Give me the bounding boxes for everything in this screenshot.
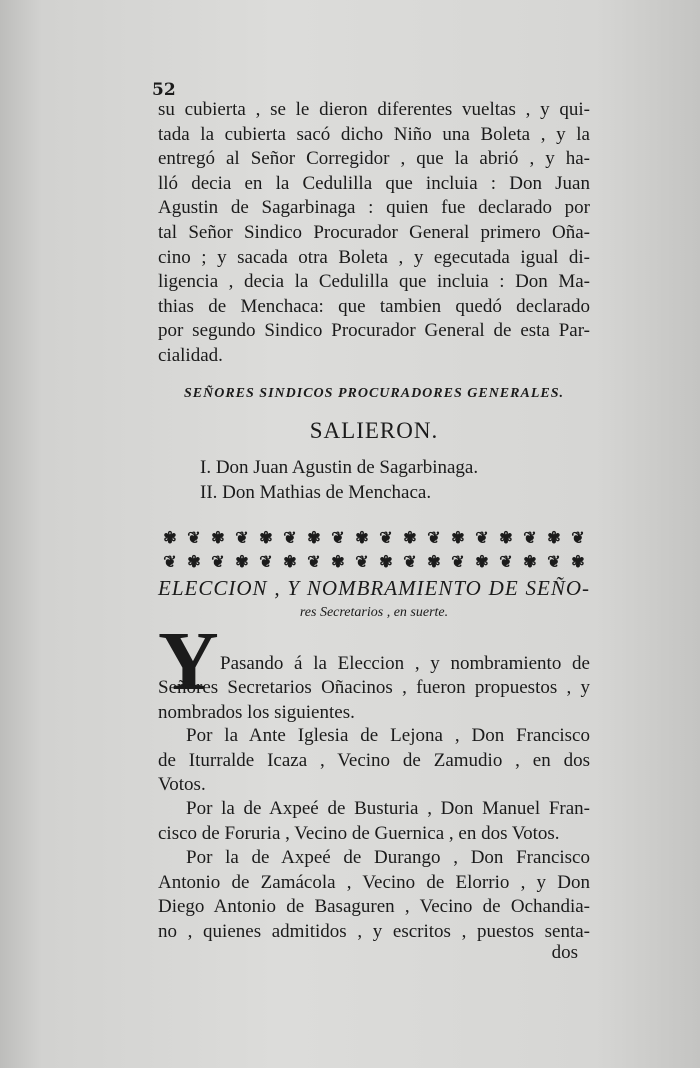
paragraph-busturia xyxy=(158,797,590,846)
ornamental-divider xyxy=(158,528,590,572)
page-number: 52 xyxy=(152,80,176,100)
ornament-row: ❦ ✾ ❦ ✾ ❦ ✾ ❦ ✾ ❦ ✾ ❦ ✾ ❦ ✾ ❦ ✾ ❦ ✾ xyxy=(163,552,585,571)
text-line: su cubierta , se le dieron diferentes vueltas , y qui- xyxy=(158,99,590,120)
text-line: de Iturralde Icaza , Vecino de Zamudio , en dos xyxy=(158,749,590,771)
paragraph-pasando xyxy=(220,652,590,677)
catchword: dos xyxy=(551,942,578,963)
drop-cap: Y xyxy=(158,615,219,708)
text-line: Por la de Axpeé de Durango , Don Francisco xyxy=(186,847,590,868)
elected-item-1: I. Don Juan Agustin de Sagarbinaga. xyxy=(200,457,479,478)
text-line: Agustin de Sagarbinaga : quien fue declarado por xyxy=(158,197,590,219)
section-title-eleccion: ELECCION , Y NOMBRAMIENTO DE SEÑO- xyxy=(158,576,590,600)
text-line: lló decia en la Cedulilla que incluia : Don Juan xyxy=(158,172,590,194)
paragraph-lejona xyxy=(158,724,590,798)
elected-item-2: II. Don Mathias de Menchaca. xyxy=(200,482,432,503)
text-line: tal Señor Sindico Procurador General primero Oña- xyxy=(158,221,590,243)
text-line: cino ; y sacada otra Boleta , y egecutada igual di- xyxy=(158,246,590,268)
text-line: Antonio de Zamácola , Vecino de Elorrio , y Don xyxy=(158,871,590,893)
text-line: tada la cubierta sacó dicho Niño una Boleta , y la xyxy=(158,123,590,145)
ornament-row: ✾ ❦ ✾ ❦ ✾ ❦ ✾ ❦ ✾ ❦ ✾ ❦ ✾ ❦ ✾ ❦ ✾ ❦ xyxy=(163,528,585,547)
text-line: cisco de Foruria , Vecino de Guernica , en dos Votos. xyxy=(158,822,560,844)
text-line: Pasando á la Eleccion , y nombramiento de xyxy=(220,653,590,674)
paragraph-draw-result xyxy=(158,98,590,369)
text-line: Por la Ante Iglesia de Lejona , Don Francisco xyxy=(186,725,590,746)
text-line: nombrados los siguientes. xyxy=(158,701,355,723)
section-subtitle: res Secretarios , en suerte. xyxy=(299,605,449,620)
salieron-heading: SALIERON. xyxy=(309,418,439,443)
text-line: Diego Antonio de Basaguren , Vecino de Ochandia- xyxy=(158,896,590,918)
section-heading-sindicos: SEÑORES SINDICOS PROCURADORES GENERALES. xyxy=(184,386,564,401)
paragraph-pasando-cont xyxy=(158,676,590,725)
text-line: thias de Menchaca: que tambien quedó declarado xyxy=(158,295,590,317)
paragraph-durango xyxy=(158,846,590,944)
text-line: entregó al Señor Corregidor , que la abrió , y ha- xyxy=(158,148,590,170)
text-line: no , quienes admitidos , y escritos , puestos senta- xyxy=(158,920,590,942)
text-line: Votos. xyxy=(158,774,206,796)
text-line: Señores Secretarios Oñacinos , fueron propuestos , y xyxy=(158,677,590,698)
text-line: por segundo Sindico Procurador General de esta Par- xyxy=(158,320,590,342)
text-line: Por la de Axpeé de Busturia , Don Manuel Fran- xyxy=(186,798,590,819)
text-line: ligencia , decia la Cedulilla que incluia : Don Ma- xyxy=(158,271,590,293)
text-line: cialidad. xyxy=(158,344,223,366)
